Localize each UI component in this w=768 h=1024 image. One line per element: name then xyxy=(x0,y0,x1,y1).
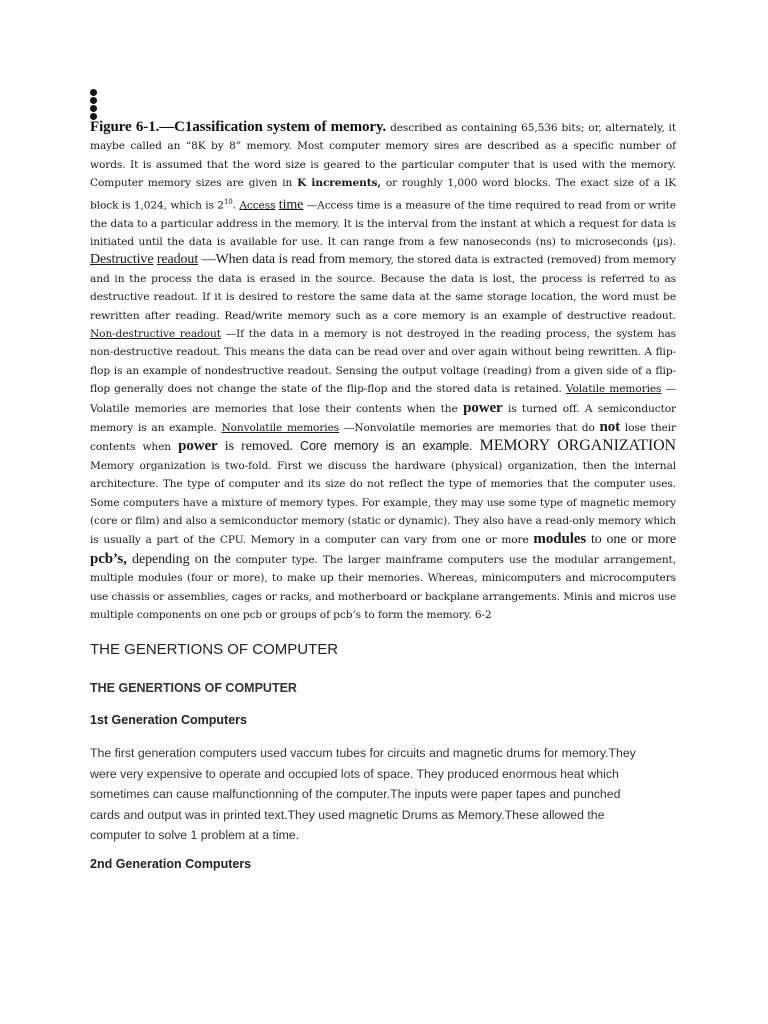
page-heading: THE GENERTIONS OF COMPUTER xyxy=(90,641,339,658)
volatile-term: Volatile memories xyxy=(565,383,662,396)
bullet-marker-icon xyxy=(90,89,98,121)
not-term: not xyxy=(599,419,621,436)
text-run: —If the data in a memory is not destroyed in the reading process, the system has non-destructive readout. This means the data can be read over and over again without being rewritten. A flip-flop is an example of nondestructive readout. Sensing the output voltage (reading) from a given side of a flip-flop generally does not change the state of the flip-flop and the stored data is retained. xyxy=(90,328,676,396)
text-run: is removed. xyxy=(217,439,293,455)
section-subheading: THE GENERTIONS OF COMPUTER xyxy=(90,681,297,695)
power-term: power xyxy=(178,438,218,455)
text-run: —Volatile memories are memories that lose their contents when the xyxy=(90,383,676,415)
text-run: Core memory is an example. xyxy=(292,439,480,454)
k-increments-term: K increments, xyxy=(297,177,382,190)
text-run: —Nonvolatile memories are memories that do xyxy=(339,422,600,435)
text-run: memory, the stored data is extracted (removed) from memory and in the process the data is erased in the source. Because the data is lost, the process is referred to as destructive readout. If it is desired to restore the same data at the same storage location, the word must be rewritten after reading. Read/write memory such as a core memory is an example of destructive readout. xyxy=(90,254,676,322)
power-term: power xyxy=(463,399,503,416)
first-generation-paragraph: The first generation computers used vaccum tubes for circuits and magnetic drums for memory.They were very expensive to operate and occupied lots of space. They produced enormous heat which sometimes can cause malfunctionning of the computer.The inputs were paper tapes and punched cards and output was in printed text.They used magnetic Drums as Memory.These allowed the computer to solve 1 problem at a time. xyxy=(90,746,636,843)
access-term: Access xyxy=(239,199,276,212)
text-run: lose their contents when xyxy=(90,422,676,454)
second-generation-heading: 2nd Generation Computers xyxy=(90,857,252,871)
scanned-text-block xyxy=(90,118,676,625)
exponent: 10 xyxy=(223,197,233,206)
text-run: Memory organization is two-fold. First we discuss the hardware (physical) organization, then the internal architecture. The type of computer and its size do not reflect the type of memories that the computer uses. Some computers have a mixture of memory types. For example, they may use some type of magnetic memory (core or film) and also a semiconductor memory (static or dynamic). They also have a read-only memory which is usually a part of the CPU. Memory in a computer can vary from one or more xyxy=(90,459,676,547)
text-run: to one or more xyxy=(586,532,676,548)
text-run: depending on the xyxy=(126,551,231,567)
memory-organization-heading: MEMORY ORGANIZATION xyxy=(479,437,676,455)
text-run: is turned off. A semiconductor memory is an example. xyxy=(90,402,677,435)
non-destructive-term: Non-destructive readout xyxy=(90,328,221,340)
text-run: . xyxy=(232,199,240,212)
readout-term: readout xyxy=(156,252,199,268)
modules-term: modules xyxy=(533,531,587,548)
text-run: —Access time is a measure of the time required to read from or write the data to a particular address in the memory. It is the interval from the instant at which a request for data is initiated until the data is available for use. It can range from a few nanoseconds (ns) to microseconds (µs). xyxy=(90,199,676,248)
text-run: —When data is read from xyxy=(198,252,346,268)
figure-caption: Figure 6-1.—C1assification system of memory. xyxy=(90,119,387,135)
memory-paragraph xyxy=(90,118,676,625)
text-run: computer type. The larger mainframe computers use the modular arrangement, multiple modules (four or more), to make up their memories. Whereas, minicomputers and microcomputers use chassis or assemblies, cages or racks, and motherboard or backplane arrangements. Minis and micros use multiple components on one pcb or groups of pcb’s to form the memory. 6-2 xyxy=(90,553,676,622)
pcbs-term: pcb’s, xyxy=(90,550,127,567)
nonvolatile-term: Nonvolatile memories xyxy=(221,422,340,435)
text-run: or roughly 1,000 word blocks. The exact size of a lK block is 1,024, which is 2 xyxy=(90,177,676,212)
text-run: described as containing 65,536 bits; or, alternately, it maybe called an “8K by 8” memory. Most computer memory sires are described as a specific number of words. It is assumed that the word size is geared to the particular computer that is used with the memory. Computer memory sizes are given in xyxy=(90,122,676,190)
first-generation-heading: 1st Generation Computers xyxy=(90,713,247,727)
access-time-term: time xyxy=(278,197,304,213)
destructive-term: Destructive xyxy=(90,252,154,268)
